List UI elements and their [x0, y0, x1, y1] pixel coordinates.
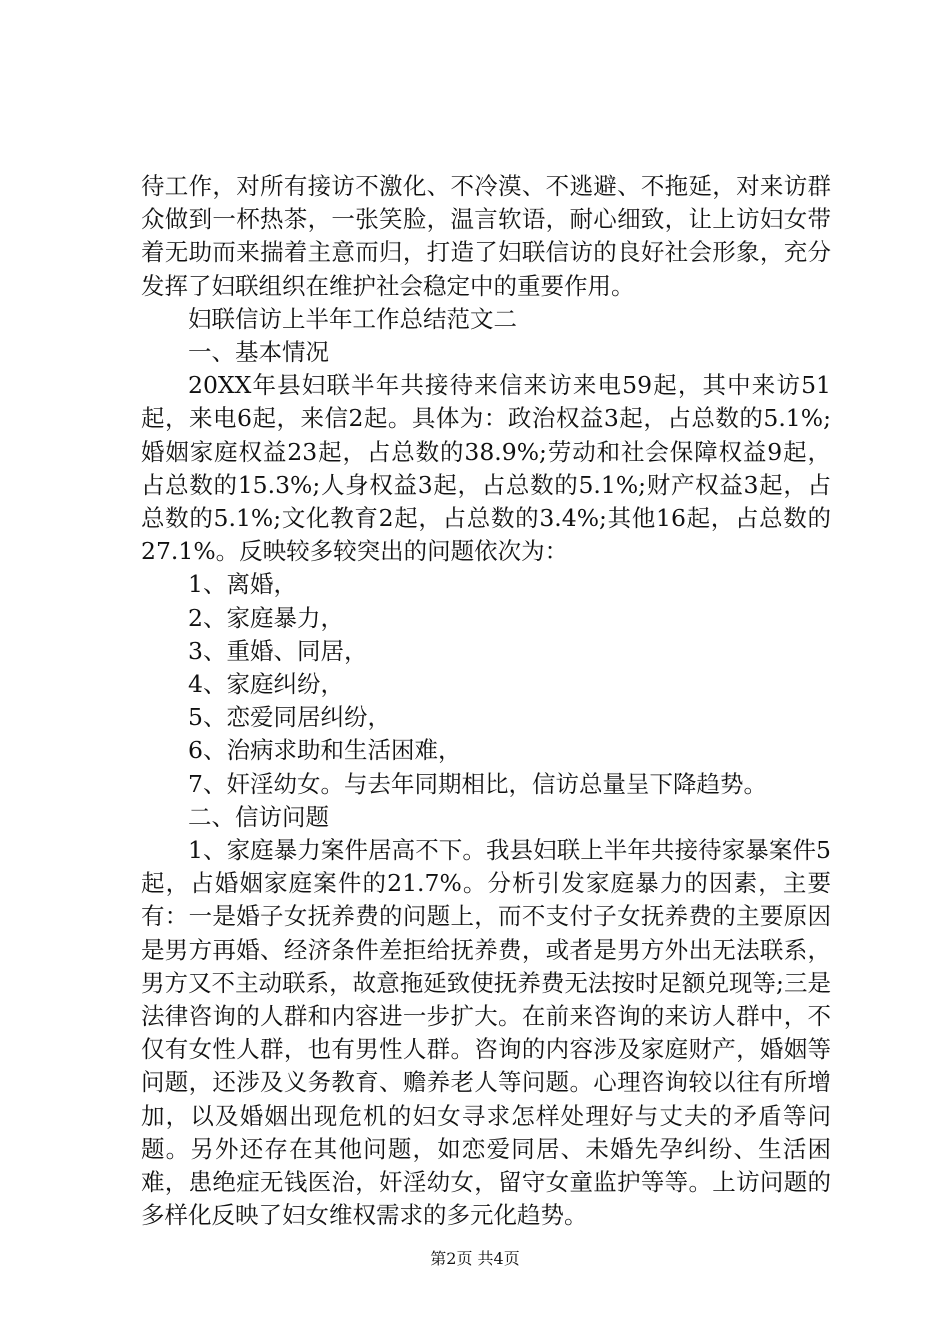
paragraph: 1、家庭暴力案件居高不下。我县妇联上半年共接待家暴案件5起，占婚姻家庭案件的21.7%。分析引发家庭暴力的因素，主要有：一是婚子女抚养费的问题上，而不支付子女抚养费的主要原因是男方再婚、经济条件差拒给抚养费，或者是男方外出无法联系，男方又不主动联系，故意拖延致使抚养费无法按时足额兑现等;三是法律咨询的人群和内容进一步扩大。在前来咨询的来访人群中，不仅有女性人群，也有男性人群。咨询的内容涉及家庭财产，婚姻等问题，还涉及义务教育、赡养老人等问题。心理咨询较以往有所增加，以及婚姻出现危机的妇女寻求怎样处理好与丈夫的矛盾等问题。另外还存在其他问题，如恋爱同居、未婚先孕纠纷、生活困难，患绝症无钱医治，奸淫幼女，留守女童监护等等。上访问题的多样化反映了妇女维权需求的多元化趋势。 — [141, 836, 831, 1230]
list-item: 2、家庭暴力， — [188, 603, 344, 632]
list-item: 3、重婚、同居， — [188, 636, 368, 665]
list-item: 7、奸淫幼女。与去年同期相比，信访总量呈下降趋势。 — [188, 769, 767, 798]
list-item: 5、恋爱同居纠纷， — [188, 703, 391, 732]
page-number-footer: 第2页 共4页 — [430, 1249, 520, 1268]
list-item: 1、离婚， — [188, 570, 297, 599]
list-item: 4、家庭纠纷， — [188, 670, 344, 699]
paragraph: 待工作，对所有接访不激化、不冷漠、不逃避、不拖延，对来访群众做到一杯热茶，一张笑脸，温言软语，耐心细致，让上访妇女带着无助而来揣着主意而归，打造了妇联信访的良好社会形象，充分发挥了妇联组织在维护社会稳定中的重要作用。 — [141, 172, 831, 300]
section-heading: 一、基本情况 — [188, 338, 329, 367]
list-item: 6、治病求助和生活困难， — [188, 736, 462, 765]
section-title: 妇联信访上半年工作总结范文二 — [188, 304, 517, 333]
paragraph: 20XX年县妇联半年共接待来信来访来电59起，其中来访51起，来电6起，来信2起。具体为：政治权益3起，占总数的5.1%;婚姻家庭权益23起，占总数的38.9%;劳动和社会保障权益9起，占总数的15.3%;人身权益3起，占总数的5.1%;财产权益3起，占总数的5.1%;文化教育2起，占总数的3.4%;其他16起，占总数的27.1%。反映较多较突出的问题依次为： — [141, 371, 831, 566]
section-heading: 二、信访问题 — [188, 802, 329, 831]
document-body — [141, 170, 831, 1233]
